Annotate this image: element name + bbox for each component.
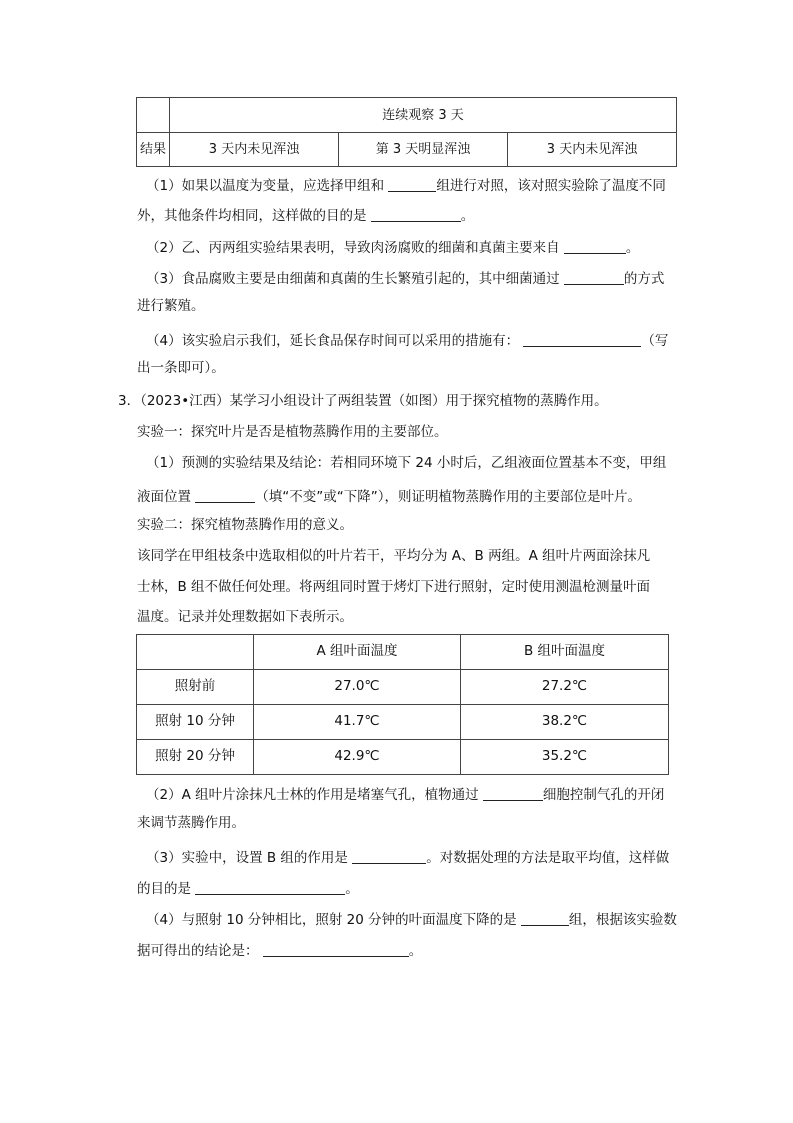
answer-blank[interactable]	[195, 880, 345, 895]
table-row-label: 照射前	[137, 670, 254, 705]
table-cell-result: 第 3 天明显浑浊	[339, 133, 508, 167]
question-line: 外，其他条件均相同，这样做的目的是 。	[137, 208, 475, 224]
table-row	[137, 705, 669, 740]
question-line: （2）乙、丙两组实验结果表明，导致肉汤腐败的细菌和真菌主要来自 。	[146, 240, 640, 256]
answer-blank[interactable]	[483, 786, 543, 801]
table-cell: 27.0℃	[254, 670, 461, 705]
table-cell: 41.7℃	[254, 705, 461, 740]
answer-blank[interactable]	[564, 239, 626, 254]
question-line: 来调节蒸腾作用。	[137, 815, 245, 831]
question-line: 出一条即可）。	[137, 360, 225, 376]
experiment-2-title: 实验二：探究植物蒸腾作用的意义。	[137, 517, 353, 533]
experiment-1-title: 实验一：探究叶片是否是植物蒸腾作用的主要部位。	[137, 424, 448, 440]
answer-blank[interactable]	[195, 488, 255, 503]
results-table	[136, 97, 677, 167]
question-line: （3）实验中，设置 B 组的作用是 。对数据处理的方法是取平均值，这样做	[146, 850, 670, 866]
table-header-cell: A 组叶面温度	[254, 635, 461, 670]
table-cell: 38.2℃	[461, 705, 669, 740]
question-line: （3）食品腐败主要是由细菌和真菌的生长繁殖引起的，其中细菌通过 的方式	[146, 271, 665, 287]
answer-blank[interactable]	[523, 332, 641, 347]
table-cell: 27.2℃	[461, 670, 669, 705]
question-line: （4）该实验启示我们，延长食品保存时间可以采用的措施有： （写	[146, 333, 669, 349]
question-line: （1）预测的实验结果及结论：若相同环境下 24 小时后，乙组液面位置基本不变，甲组	[146, 455, 667, 471]
table-row	[137, 740, 669, 775]
question-line: 据可得出的结论是： 。	[137, 943, 423, 959]
experiment-description: 温度。记录并处理数据如下表所示。	[137, 609, 353, 625]
question-number: 3．	[118, 393, 141, 409]
table-header-cell: B 组叶面温度	[461, 635, 669, 670]
table-cell-result-label: 结果	[137, 133, 170, 167]
table-cell-result: 3 天内未见浑浊	[170, 133, 339, 167]
table-cell-observe: 连续观察 3 天	[170, 98, 677, 133]
question-3-intro: 3．（2023•江西）某学习小组设计了两组装置（如图）用于探究植物的蒸腾作用。	[118, 393, 608, 409]
temperature-table	[136, 634, 669, 775]
table-row	[137, 133, 677, 167]
table-row-label: 照射 10 分钟	[137, 705, 254, 740]
question-line: （4）与照射 10 分钟相比，照射 20 分钟的叶面温度下降的是 组，根据该实验数	[146, 912, 677, 928]
table-header-cell	[137, 635, 254, 670]
answer-blank[interactable]	[521, 911, 569, 926]
answer-blank[interactable]	[263, 942, 409, 957]
table-cell-result: 3 天内未见浑浊	[508, 133, 677, 167]
table-header-row	[137, 635, 669, 670]
table-cell: 35.2℃	[461, 740, 669, 775]
question-line: 的目的是 。	[137, 881, 359, 897]
question-line: （1）如果以温度为变量，应选择甲组和 组进行对照，该对照实验除了温度不同	[146, 178, 666, 194]
table-row-label: 照射 20 分钟	[137, 740, 254, 775]
experiment-description: 士林，B 组不做任何处理。将两组同时置于烤灯下进行照射，定时使用测温枪测量叶面	[137, 579, 651, 595]
answer-blank[interactable]	[352, 849, 426, 864]
experiment-description: 该同学在甲组枝条中选取相似的叶片若干，平均分为 A、B 两组。A 组叶片两面涂抹凡	[137, 548, 651, 564]
table-row	[137, 98, 677, 133]
answer-blank[interactable]	[388, 177, 436, 192]
answer-blank[interactable]	[371, 207, 461, 222]
question-line: （2）A 组叶片涂抹凡士林的作用是堵塞气孔，植物通过 细胞控制气孔的开闭	[146, 787, 665, 803]
table-row	[137, 670, 669, 705]
question-line: 进行繁殖。	[137, 298, 205, 314]
table-cell: 42.9℃	[254, 740, 461, 775]
question-line: 液面位置 （填“不变”或“下降”），则证明植物蒸腾作用的主要部位是叶片。	[137, 489, 642, 505]
answer-blank[interactable]	[564, 270, 624, 285]
table-cell-empty	[137, 98, 170, 133]
